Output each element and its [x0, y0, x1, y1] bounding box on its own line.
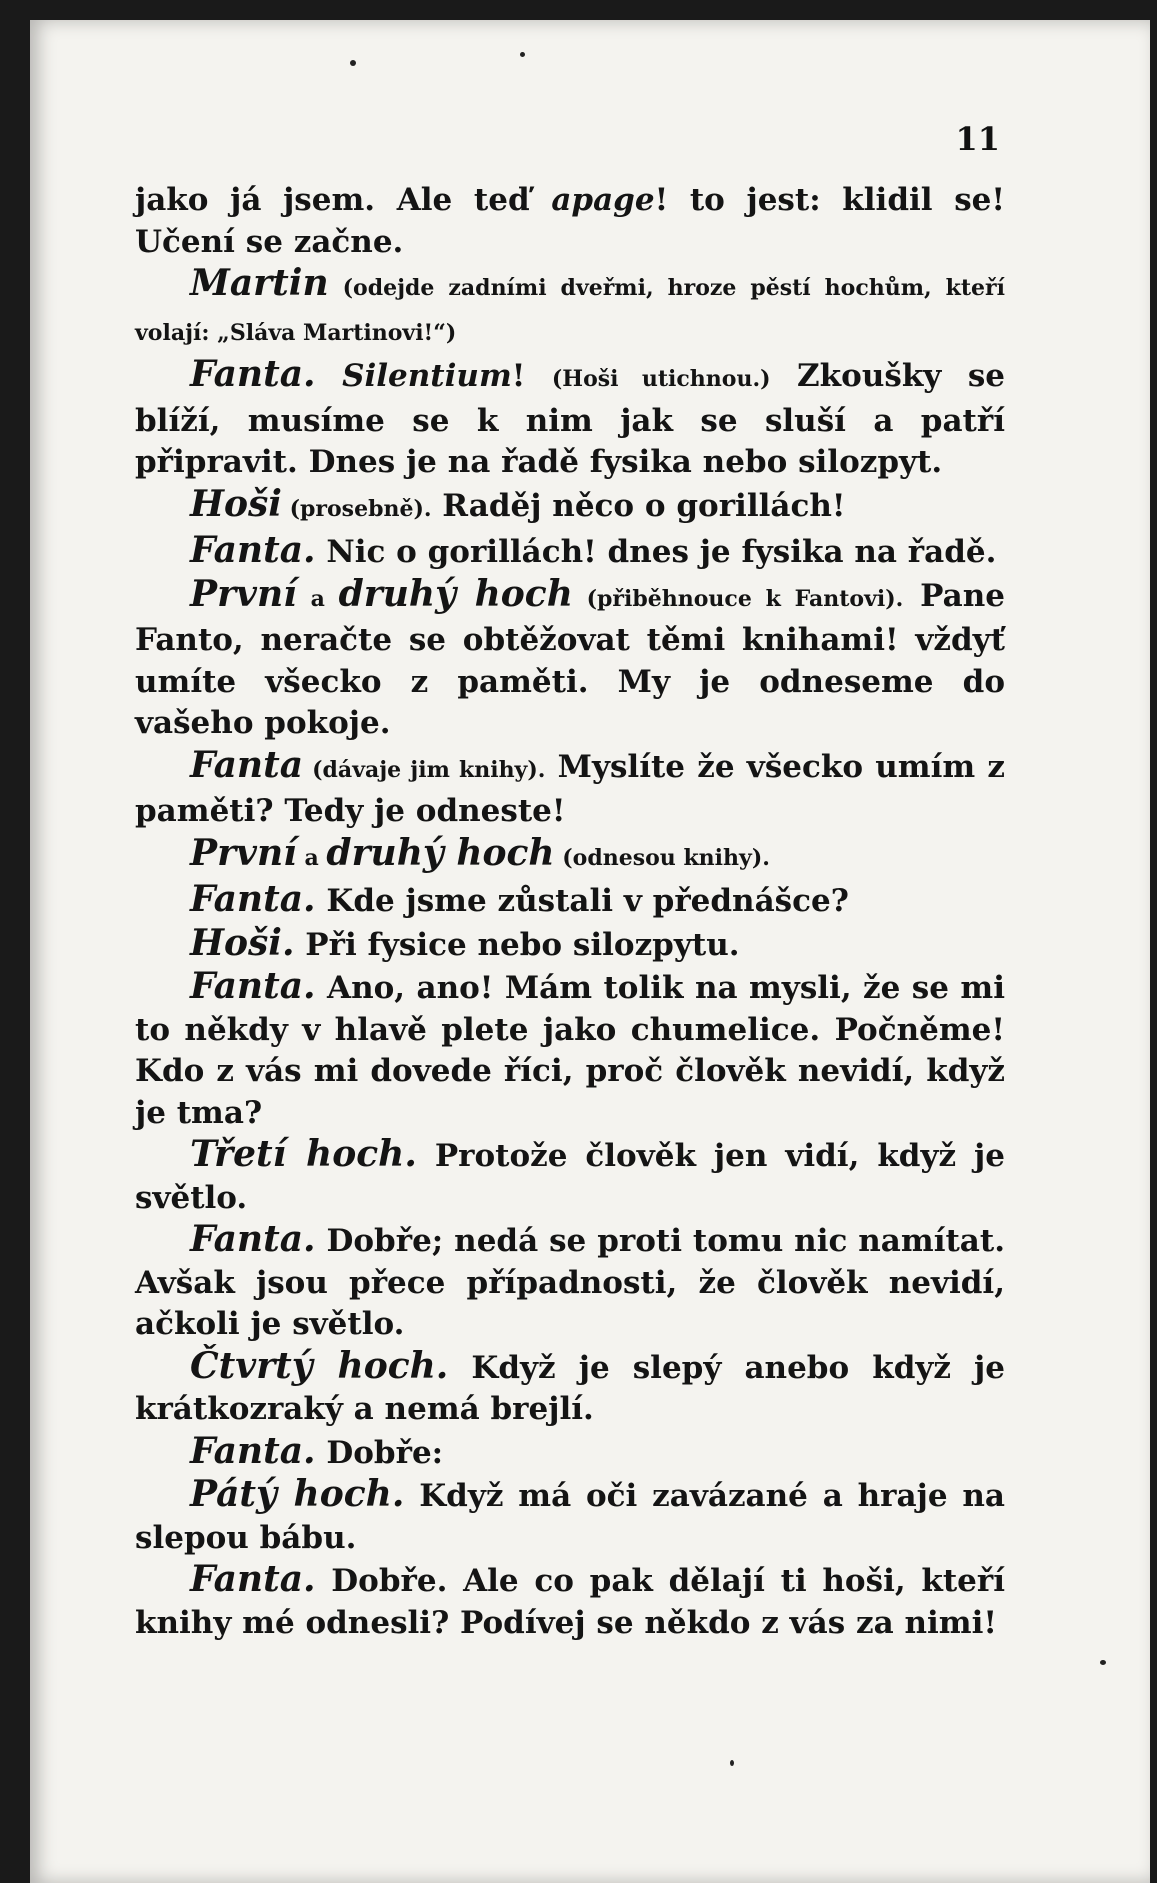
- paragraph: [135, 530, 1005, 574]
- italic-text: Silentium: [342, 358, 512, 394]
- dialogue-text: !: [511, 358, 552, 394]
- speaker-name: První: [190, 831, 297, 874]
- paragraph: [135, 966, 1005, 1134]
- stage-direction: (Hoši utichnou.): [551, 366, 771, 392]
- dialogue-text: Zkoušky se blíží, musíme se k nim jak se sluší a patří připravit. Dnes je na řadě fysika nebo silozpyt.: [135, 358, 1006, 480]
- dialogue-text: jako já jsem. Ale teď: [135, 182, 552, 218]
- speaker-name: Fanta.: [190, 878, 316, 920]
- dialogue-text: Při fysice nebo silozpytu.: [294, 926, 740, 963]
- speaker-name: Třetí hoch.: [190, 1133, 417, 1175]
- speaker-name: Čtvrtý hoch.: [190, 1344, 449, 1387]
- paragraph: [135, 745, 1005, 833]
- dialogue-text: Myslíte že všecko umím z paměti? Tedy je odneste!: [135, 748, 1006, 829]
- dialogue-text: Když je slepý anebo když je krátkozraký a nemá brejlí.: [135, 1349, 1006, 1427]
- speaker-name: Fanta.: [190, 353, 316, 395]
- speaker-name: Pátý hoch.: [190, 1473, 405, 1515]
- speaker-name: druhý hoch: [338, 572, 573, 615]
- print-speck: [350, 60, 356, 66]
- speaker-name: Martin: [190, 262, 329, 304]
- paragraph: [135, 1219, 1005, 1346]
- dialogue-text: Kde jsme zůstali v přednášce?: [315, 883, 849, 919]
- book-page: [30, 20, 1150, 1883]
- paragraph: [135, 1431, 1005, 1475]
- dialogue-text: ! to jest: klidil se! Učení se začne.: [135, 182, 1005, 260]
- page-number: 11: [955, 120, 1000, 158]
- paragraph: [135, 180, 1005, 263]
- dialogue-text: Protože člověk jen vidí, když je světlo.: [135, 1138, 1005, 1216]
- dialogue-text: Dobře:: [315, 1434, 444, 1471]
- speaker-name: Hoši.: [190, 921, 295, 964]
- stage-direction: (dávaje jim knihy).: [303, 756, 546, 783]
- italic-text: apage: [551, 182, 655, 218]
- paragraph: [135, 1559, 1005, 1644]
- dialogue-text: Když má oči zavázané a hraje na slepou bábu.: [135, 1478, 1005, 1556]
- stage-direction: a: [296, 585, 339, 612]
- speaker-name: Fanta.: [190, 529, 316, 571]
- dialogue-text: Raděj něco o gorillách!: [431, 487, 846, 524]
- paragraph: [135, 833, 1005, 880]
- dialogue-text: Dobře. Ale co pak dělají ti hoši, kteří knihy mé odnesli? Podívej se někdo z vás za nimi!: [135, 1563, 1005, 1641]
- speaker-name: Fanta.: [190, 1429, 316, 1472]
- page-text: [135, 180, 1005, 1644]
- speaker-name: Fanta.: [190, 1558, 316, 1600]
- print-speck: [1100, 1660, 1106, 1665]
- stage-direction: (odejde zadními dveřmi, hroze pěstí hochům, kteří volají: „Sláva Martinovi!“): [135, 275, 1005, 346]
- paragraph: [135, 1346, 1005, 1431]
- paragraph: [135, 484, 1005, 531]
- stage-direction: (přiběhnouce k Fantovi).: [572, 585, 904, 612]
- paragraph: [135, 1474, 1005, 1559]
- print-speck: [730, 1760, 734, 1766]
- speaker-name: Fanta.: [190, 965, 316, 1007]
- speaker-name: Fanta.: [190, 1218, 316, 1260]
- stage-direction: (prosebně).: [281, 495, 432, 522]
- paragraph: [135, 879, 1005, 923]
- dialogue-text: Ano, ano! Mám tolik na mysli, že se mi to někdy v hlavě plete jako chumelice. Počněme! Kdo z vás mi dovede říci, proč člověk nevidí, když je tma?: [135, 970, 1005, 1131]
- stage-direction: a: [296, 844, 327, 871]
- speaker-name: Hoši: [190, 482, 282, 525]
- speaker-name: druhý hoch: [326, 831, 555, 874]
- dialogue-text: Dobře; nedá se proti tomu nic namítat. Avšak jsou přece případnosti, že člověk nevidí, ačkoli je světlo.: [135, 1223, 1005, 1342]
- speaker-name: První: [190, 572, 297, 615]
- dialogue-text: Nic o gorillách! dnes je fysika na řadě.: [315, 534, 997, 570]
- speaker-name: Fanta: [190, 743, 304, 786]
- print-speck: [520, 52, 525, 57]
- dialogue-text: [316, 358, 343, 394]
- paragraph: [135, 263, 1005, 354]
- paragraph: [135, 574, 1005, 745]
- paragraph: [135, 1134, 1005, 1219]
- dialogue-text: Pane Fanto, neračte se obtěžovat těmi knihami! vždyť umíte všecko z paměti. My je odneseme do vašeho pokoje.: [135, 577, 1005, 741]
- paragraph: [135, 354, 1005, 484]
- stage-direction: (odnesou knihy).: [554, 844, 770, 871]
- paragraph: [135, 923, 1005, 967]
